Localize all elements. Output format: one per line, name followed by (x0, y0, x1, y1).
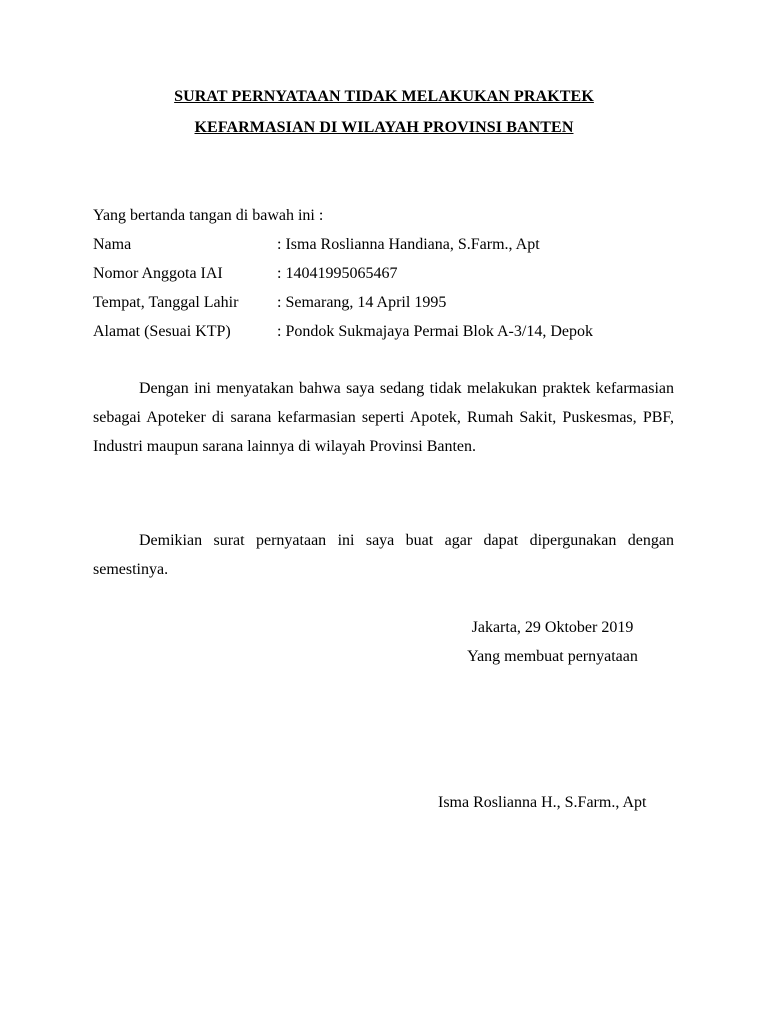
field-row-nama (93, 236, 693, 258)
place-date: Jakarta, 29 Oktober 2019 (471, 619, 634, 636)
statement-paragraph: Dengan ini menyatakan bahwa saya sedang tidak melakukan praktek kefarmasian sebagai Apoteker di sarana kefarmasian seperti Apotek, Rumah Sakit, Puskesmas, PBF, Industri maupun sarana lainnya di wilayah Provinsi Banten. (93, 380, 674, 455)
intro-text: Yang bertanda tangan di bawah ini : (93, 207, 324, 224)
field-label: Nomor Anggota IAI (93, 265, 223, 282)
field-value: : 14041995065467 (277, 265, 398, 282)
signer-name: Isma Roslianna H., S.Farm., Apt (438, 794, 647, 811)
field-row-ttl (93, 294, 693, 316)
field-label: Nama (93, 236, 132, 253)
field-row-nomor-anggota (93, 265, 693, 287)
closing-paragraph: Demikian surat pernyataan ini saya buat agar dapat dipergunakan dengan semestinya. (93, 532, 674, 578)
document-title-line-1: SURAT PERNYATAAN TIDAK MELAKUKAN PRAKTEK (174, 88, 594, 105)
field-label: Alamat (Sesuai KTP) (93, 323, 231, 340)
maker-label: Yang membuat pernyataan (467, 648, 638, 665)
field-value: : Pondok Sukmajaya Permai Blok A-3/14, Depok (277, 323, 593, 340)
field-label: Tempat, Tanggal Lahir (93, 294, 239, 311)
field-row-alamat (93, 323, 693, 345)
field-value: : Isma Roslianna Handiana, S.Farm., Apt (277, 236, 540, 253)
field-value: : Semarang, 14 April 1995 (277, 294, 447, 311)
document-title-line-2: KEFARMASIAN DI WILAYAH PROVINSI BANTEN (194, 119, 574, 136)
